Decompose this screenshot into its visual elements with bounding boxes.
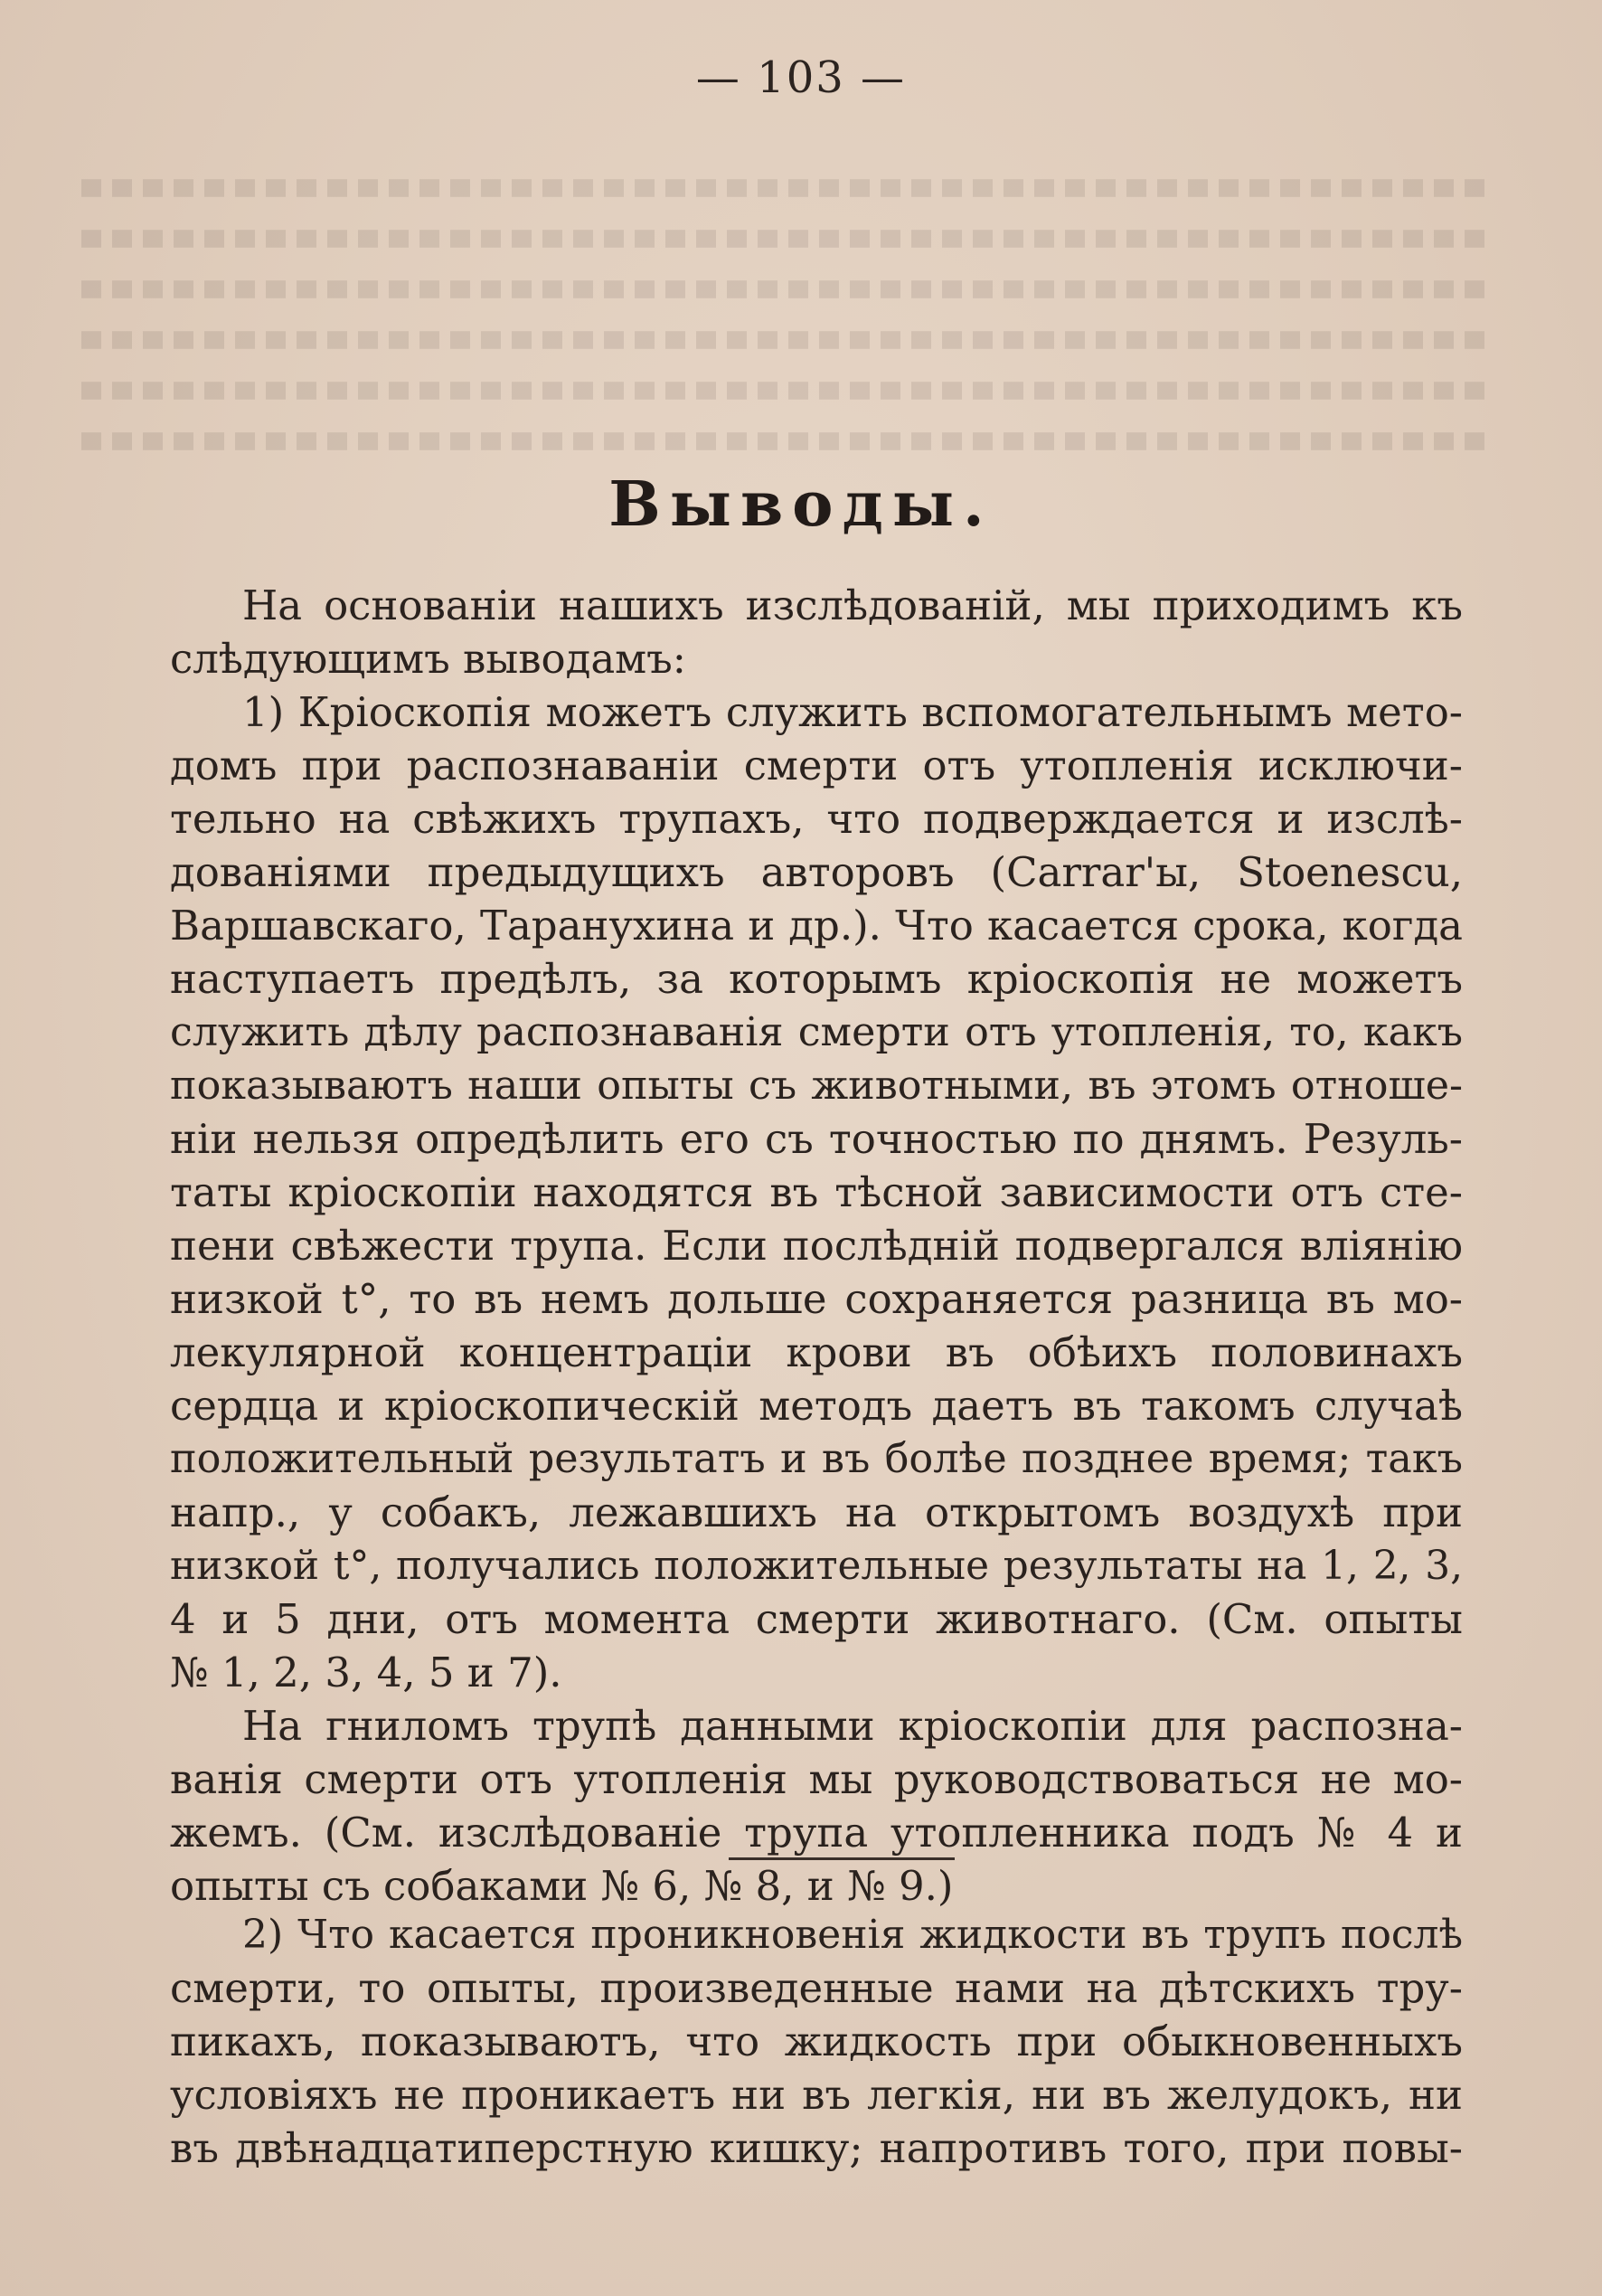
text-line: въ двѣнадцатиперстную кишку; напротивъ того, при повы- xyxy=(170,2124,1463,2172)
text-line: 2) Что касается проникновенія жидкости въ трупъ послѣ xyxy=(242,1912,1463,1958)
point-two-text-block xyxy=(170,1908,1463,2175)
section-divider xyxy=(729,1857,955,1860)
text-line: низкой t°, то въ немъ дольше сохраняется разница въ мо- xyxy=(170,1275,1463,1323)
text-line: смерти, то опыты, произведенные нами на дѣтскихъ тру- xyxy=(170,1964,1463,2012)
text-line: служить дѣлу распознаванія смерти отъ утопленія, то, какъ xyxy=(170,1009,1463,1055)
text-line: таты кріоскопіи находятся въ тѣсной зависимости отъ сте- xyxy=(170,1168,1463,1216)
text-line: дованіями предыдущихъ авторовъ (Carrar'ы, Stoenescu, xyxy=(170,848,1463,896)
reverse-side-bleed-through xyxy=(81,163,1492,461)
text-line: слѣдующимъ выводамъ: xyxy=(170,635,686,683)
text-line: пени свѣжести трупа. Если послѣдній подвергался вліянію xyxy=(170,1222,1463,1270)
text-line: лекулярной концентраціи крови въ обѣихъ половинахъ xyxy=(170,1328,1463,1376)
page-number: — 103 — xyxy=(695,52,907,103)
main-text-block xyxy=(170,579,1463,1913)
text-line: опыты съ собаками № 6, № 8, и № 9.) xyxy=(170,1862,954,1910)
text-line: 4 и 5 дни, отъ момента смерти животнаго. (См. опыты xyxy=(170,1595,1463,1643)
text-line: ніи нельзя опредѣлить его съ точностью по днямъ. Резуль- xyxy=(170,1115,1463,1163)
text-line: ванія смерти отъ утопленія мы руководствоваться не мо- xyxy=(170,1755,1463,1803)
text-line: показываютъ наши опыты съ животными, въ этомъ отноше- xyxy=(170,1063,1463,1109)
text-line: домъ при распознаваніи смерти отъ утопленія исключи- xyxy=(170,742,1463,789)
section-heading: Выводы. xyxy=(608,468,994,541)
text-line: На гниломъ трупѣ данными кріоскопіи для распозна- xyxy=(242,1702,1463,1750)
text-line: Варшавскаго, Таранухина и др.). Что касается срока, когда xyxy=(170,902,1463,950)
text-line: пикахъ, показываютъ, что жидкость при обыкновенныхъ xyxy=(170,2017,1463,2065)
text-line: жемъ. (См. изслѣдованіе трупа утопленника подъ № 4 и xyxy=(170,1809,1463,1857)
text-line: № 1, 2, 3, 4, 5 и 7). xyxy=(170,1649,562,1696)
text-line: условіяхъ не проникаетъ ни въ легкія, ни въ желудокъ, ни xyxy=(170,2071,1463,2119)
text-line: сердца и кріоскопическій методъ даетъ въ такомъ случаѣ xyxy=(170,1382,1463,1430)
text-line: наступаетъ предѣлъ, за которымъ кріоскопія не можетъ xyxy=(170,955,1463,1003)
text-line: положительный результатъ и въ болѣе позднее время; такъ xyxy=(170,1435,1463,1482)
text-line: тельно на свѣжихъ трупахъ, что подверждается и изслѣ- xyxy=(170,795,1463,843)
text-line: На основаніи нашихъ изслѣдованій, мы приходимъ къ xyxy=(242,581,1463,629)
text-line: напр., у собакъ, лежавшихъ на открытомъ воздухѣ при xyxy=(170,1488,1463,1536)
text-line: 1) Кріоскопія можетъ служить вспомогательнымъ мето- xyxy=(242,688,1463,736)
text-line: низкой t°, получались положительные результаты на 1, 2, 3, xyxy=(170,1543,1463,1589)
